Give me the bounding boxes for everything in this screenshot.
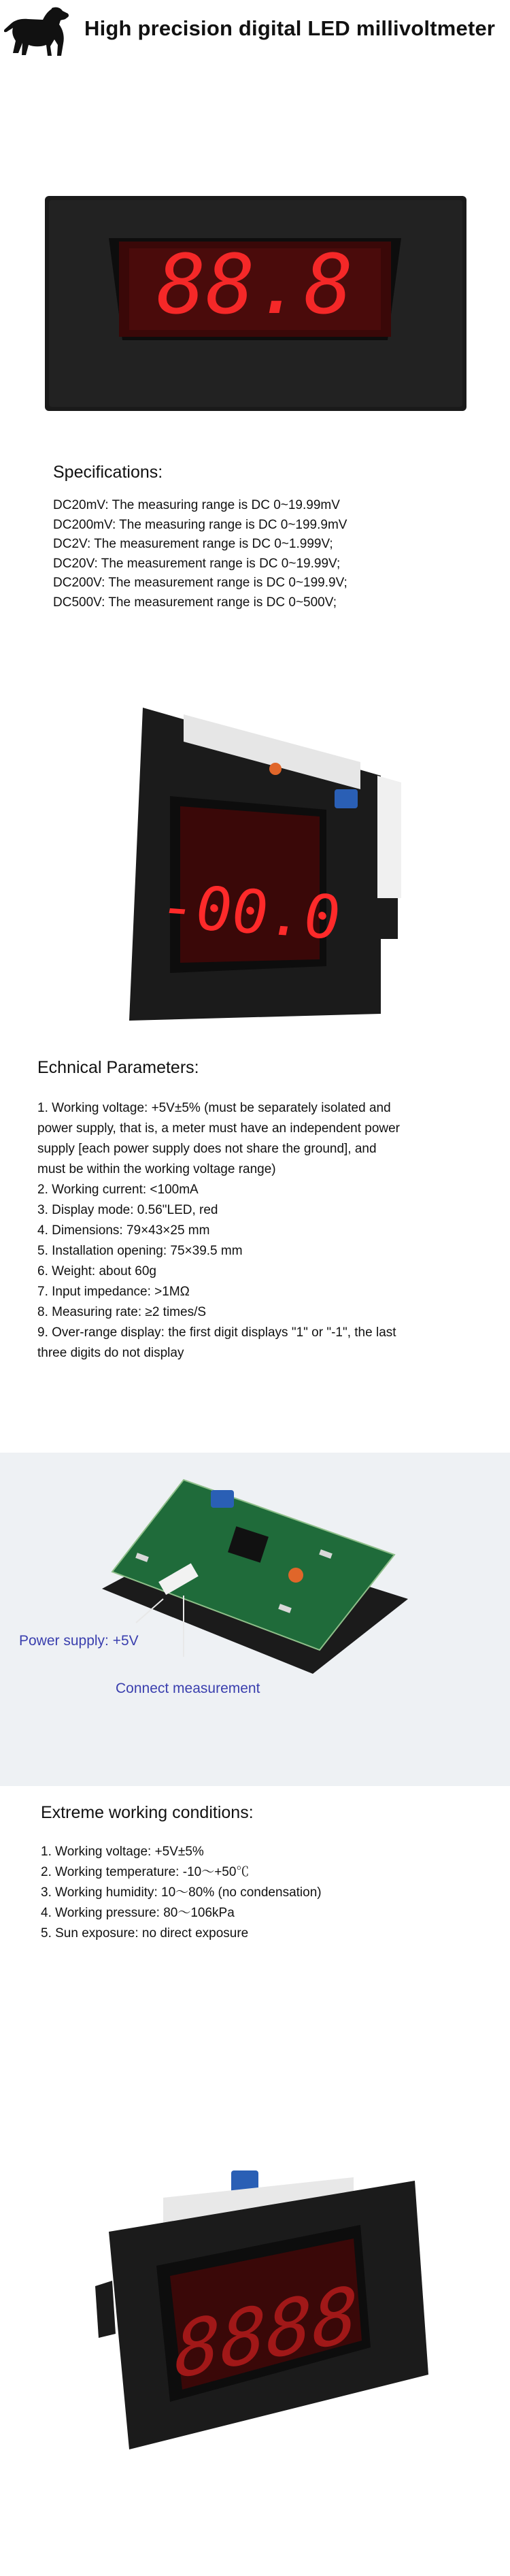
spec-line: DC200V: The measurement range is DC 0~199.9V;	[53, 576, 347, 590]
spec-line: DC200mV: The measuring range is DC 0~199.9mV	[53, 517, 347, 532]
param-line: 3. Display mode: 0.56"LED, red	[37, 1203, 218, 1217]
technical-parameters-section	[37, 1058, 493, 1364]
spec-line: DC500V: The measurement range is DC 0~500V;	[53, 595, 337, 610]
param-line: 9. Over-range display: the first digit displays "1" or "-1", the last	[37, 1325, 396, 1340]
technical-parameters-heading: Echnical Parameters:	[37, 1058, 199, 1077]
param-line: 5. Installation opening: 75×39.5 mm	[37, 1244, 243, 1258]
specifications-heading: Specifications:	[53, 463, 163, 482]
dog-silhouette-icon	[4, 4, 72, 60]
product-photo-pcb	[0, 1453, 510, 1786]
product-photo-angled	[0, 694, 510, 1048]
power-supply-label: Power supply: +5V	[19, 1633, 139, 1649]
spec-line: DC20mV: The measuring range is DC 0~19.99mV	[53, 498, 340, 512]
param-line: power supply, that is, a meter must have an independent power	[37, 1121, 401, 1136]
led-display-reading: 8888	[175, 2268, 358, 2397]
spec-line: DC2V: The measurement range is DC 0~1.999V;	[53, 537, 333, 551]
connect-measurement-label: Connect measurement	[116, 1681, 260, 1696]
page-title: High precision digital LED millivoltmeter	[84, 16, 496, 40]
specifications-section	[53, 463, 488, 612]
product-photo-front	[0, 156, 510, 422]
extreme-line: 4. Working pressure: 80～106kPa	[41, 1906, 235, 1920]
extreme-line: 1. Working voltage: +5V±5%	[41, 1845, 204, 1859]
extreme-conditions-section	[41, 1803, 490, 1944]
param-line: 1. Working voltage: +5V±5% (must be separately isolated and	[37, 1101, 391, 1115]
param-line: 2. Working current: <100mA	[37, 1183, 199, 1197]
spec-line: DC20V: The measurement range is DC 0~19.99V;	[53, 556, 341, 571]
param-line: supply [each power supply does not share the ground], and	[37, 1142, 377, 1156]
extreme-line: 2. Working temperature: -10～+50℃	[41, 1865, 250, 1879]
param-line: must be within the working voltage range)	[37, 1162, 276, 1176]
param-line: 4. Dimensions: 79×43×25 mm	[37, 1223, 210, 1238]
extreme-line: 3. Working humidity: 10～80% (no condensation)	[41, 1885, 322, 1900]
param-line: 8. Measuring rate: ≥2 times/S	[37, 1305, 207, 1319]
led-display-reading: -00.0	[160, 870, 341, 953]
product-photo-angled-lit	[0, 2062, 510, 2470]
led-display-reading: 88.8	[156, 238, 354, 333]
extreme-conditions-heading: Extreme working conditions:	[41, 1803, 254, 1822]
param-line: three digits do not display	[37, 1346, 184, 1360]
param-line: 6. Weight: about 60g	[37, 1264, 156, 1278]
extreme-line: 5. Sun exposure: no direct exposure	[41, 1926, 249, 1941]
header	[0, 0, 510, 63]
param-line: 7. Input impedance: >1MΩ	[37, 1285, 190, 1299]
